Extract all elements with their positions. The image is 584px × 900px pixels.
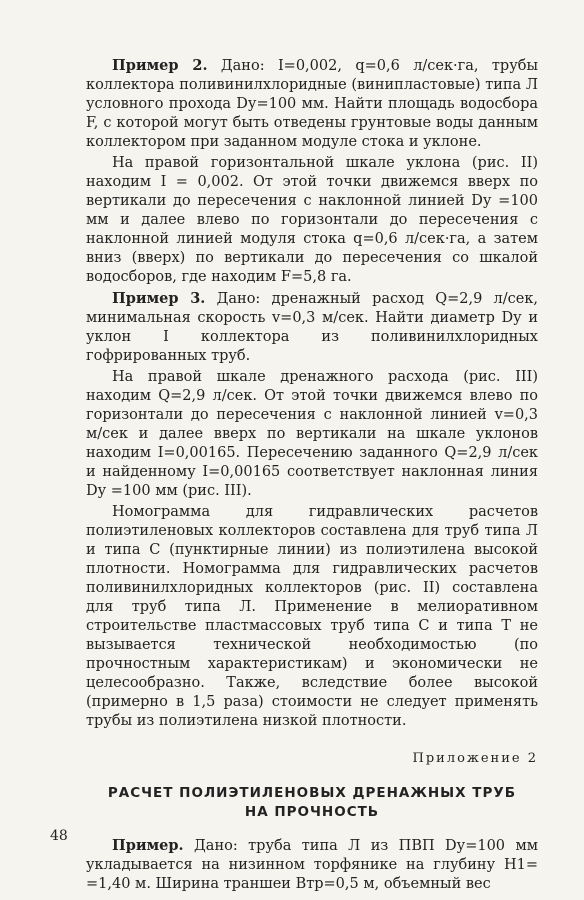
paragraph-nomogram — [86, 503, 538, 731]
paragraph-drainage-scale — [86, 368, 538, 501]
example-label: Пример 2. — [112, 57, 208, 74]
heading-line-1: РАСЧЕТ ПОЛИЭТИЛЕНОВЫХ ДРЕНАЖНЫХ ТРУБ — [107, 785, 517, 801]
paragraph-text: На правой горизонтальной шкале уклона (рис. II) находим I = 0,002. От этой точки движемся вверх по вертикали до пересечения с наклонной линией Dу =100 мм и далее влево по горизонтали до пересечения с наклонной линией модуля стока q=0,6 л/сек·га, а затем вниз (вверх) по вертикали до пересечения со шкалой водосборов, где находим F=5,8 га. — [86, 155, 538, 285]
paragraph-text: На правой шкале дренажного расхода (рис. III) находим Q=2,9 л/сек. От этой точки движемся влево по горизонтали до пересечения с наклонной линией v=0,3 м/сек и далее вверх по вертикали на шкале уклонов находим I=0,00165. Пересечению заданного Q=2,9 л/сек и найденному I=0,00165 соответствует наклонная линия Dу =100 мм (рис. III). — [86, 369, 538, 499]
paragraph-example-appendix — [86, 836, 538, 894]
heading-line-2: НА ПРОЧНОСТЬ — [244, 804, 380, 820]
paragraph-text: Дано: дренажный расход Q=2,9 л/сек, минимальная скорость v=0,3 м/сек. Найти диаметр Dу и уклон I коллектора из поливинилхлоридных гофрированных труб. — [86, 291, 538, 364]
section-heading — [86, 784, 538, 822]
page-number: 48 — [50, 828, 68, 844]
paragraph-example-2 — [86, 56, 538, 152]
paragraph-text: Дано: труба типа Л из ПВП Dу=100 мм укладывается на низинном торфянике на глубину H1= =1,40 м. Ширина траншеи Bтр=0,5 м, объемный вес — [86, 838, 539, 892]
page-content — [86, 56, 538, 896]
example-label: Пример 3. — [112, 290, 206, 307]
paragraph-text: Номограмма для гидравлических расчетов полиэтиленовых коллекторов составлена для труб типа Л и типа С (пунктирные линии) из полиэтилена высокой плотности. Номограмма для гидравлических расчетов поливинилхлоридных коллекторов (рис. II) составлена для труб типа Л. Применение в мелиоративном строительстве пластмассовых труб типа С и типа Т не вызывается технической необходимостью (по прочностным характеристикам) и экономически не целесообразно. Также, вследствие более высокой (примерно в 1,5 раза) стоимости не следует применять трубы из полиэтилена низкой плотности. — [86, 504, 538, 729]
paragraph-slope-scale — [86, 154, 538, 287]
example-label: Пример. — [112, 837, 184, 854]
paragraph-example-3 — [86, 289, 538, 366]
appendix-label: Приложение 2 — [412, 751, 538, 766]
paragraph-text: Дано: I=0,002, q=0,6 л/сек·га, трубы коллектора поливинилхлоридные (винипластовые) типа Л условного прохода Dу=100 мм. Найти площадь водосбора F, с которой могут быть отведены грунтовые воды данным коллектором при заданном модуле стока и уклоне. — [86, 58, 538, 150]
